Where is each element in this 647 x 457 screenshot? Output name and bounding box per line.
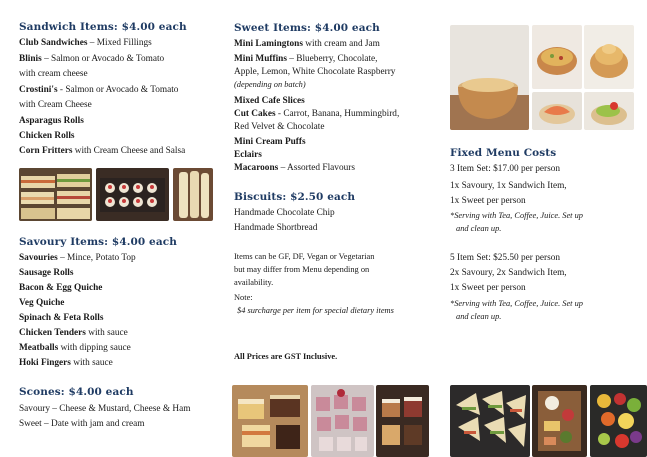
menu-line: Hoki Fingers with sauce (19, 358, 113, 368)
asparagus-rolls-photo (173, 168, 213, 221)
scones-sweet-line: Sweet – Date with jam and cream (19, 419, 145, 429)
pie-photo (584, 25, 634, 89)
fruit-platter-photo (590, 385, 647, 457)
menu-line: (depending on batch) (234, 80, 306, 89)
menu-line: with Cream Cheese (19, 100, 92, 110)
serving-note: *Serving with Tea, Coffee, Juice. Set up (450, 299, 583, 308)
menu-line: Meatballs with dipping sauce (19, 343, 131, 353)
set-line: 1x Savoury, 1x Sandwich Item, (450, 181, 567, 191)
serving-note: and clean up. (456, 224, 502, 233)
menu-line: Mini Lamingtons with cream and Jam (234, 39, 380, 49)
dietary-line: but may differ from Menu depending on (234, 265, 370, 274)
set-line: 1x Sweet per person (450, 196, 526, 206)
sandwich-photo (19, 168, 92, 221)
lamingtons-photo (311, 385, 374, 457)
menu-line: Asparagus Rolls (19, 116, 84, 126)
savoury-heading: Savoury Items: $4.00 each (19, 236, 177, 248)
menu-line: Eclairs (234, 150, 262, 160)
sandwich-heading: Sandwich Items: $4.00 each (19, 21, 187, 33)
serving-note: and clean up. (456, 312, 502, 321)
menu-line: Chicken Tenders with sauce (19, 328, 128, 338)
avocado-crostini-photo (584, 92, 634, 130)
menu-line: Bacon & Egg Quiche (19, 283, 103, 293)
note-label: Note: (234, 293, 253, 302)
menu-line: Blinis – Salmon or Avocado & Tomato (19, 54, 165, 64)
biscuit-line: Handmade Chocolate Chip (234, 208, 335, 218)
menu-line: Mini Cream Puffs (234, 137, 306, 147)
menu-line: Red Velvet & Chocolate (234, 122, 325, 132)
biscuits-heading: Biscuits: $2.50 each (234, 191, 356, 203)
menu-line: Spinach & Feta Rolls (19, 313, 104, 323)
cakes-photo (376, 385, 429, 457)
menu-line: Mini Muffins – Blueberry, Chocolate, (234, 54, 378, 64)
grazing-board-photo (532, 385, 587, 457)
dietary-line: availability. (234, 278, 274, 287)
scones-heading: Scones: $4.00 each (19, 386, 134, 398)
menu-line: Chicken Rolls (19, 131, 75, 141)
menu-line: Apple, Lemon, White Chocolate Raspberry (234, 67, 396, 77)
menu-line: Mixed Cafe Slices (234, 96, 305, 106)
biscuit-line: Handmade Shortbread (234, 223, 318, 233)
set-heading: 3 Item Set: $17.00 per person (450, 164, 560, 174)
tart-photo (532, 25, 582, 89)
menu-line: Savouries – Mince, Potato Top (19, 253, 136, 263)
scones-savoury-line: Savoury – Cheese & Mustard, Cheese & Ham (19, 404, 191, 414)
menu-line: Club Sandwiches – Mixed Fillings (19, 38, 152, 48)
gst-notice: All Prices are GST Inclusive. (234, 352, 338, 361)
menu-line: Cut Cakes - Carrot, Banana, Hummingbird, (234, 109, 400, 119)
blinis-photo (96, 168, 169, 221)
menu-line: Veg Quiche (19, 298, 65, 308)
set-line: 1x Sweet per person (450, 283, 526, 293)
dietary-line: Items can be GF, DF, Vegan or Vegetarian (234, 252, 375, 261)
menu-line: Corn Fritters with Cream Cheese and Salsa (19, 146, 186, 156)
fixed-menu-heading: Fixed Menu Costs (450, 147, 557, 159)
slices-photo (232, 385, 308, 457)
menu-line: Sausage Rolls (19, 268, 74, 278)
menu-line: with cream cheese (19, 69, 88, 79)
salmon-blini-photo (532, 92, 582, 130)
note-text: $4 surcharge per item for special dietary items (237, 306, 394, 315)
sweet-heading: Sweet Items: $4.00 each (234, 22, 380, 34)
quiche-photo (450, 25, 529, 130)
menu-line: Macaroons – Assorted Flavours (234, 163, 355, 173)
serving-note: *Serving with Tea, Coffee, Juice. Set up (450, 211, 583, 220)
menu-line: Crostini's - Salmon or Avocado & Tomato (19, 85, 179, 95)
sandwich-platter-photo (450, 385, 530, 457)
set-heading: 5 Item Set: $25.50 per person (450, 253, 560, 263)
set-line: 2x Savoury, 2x Sandwich Item, (450, 268, 567, 278)
